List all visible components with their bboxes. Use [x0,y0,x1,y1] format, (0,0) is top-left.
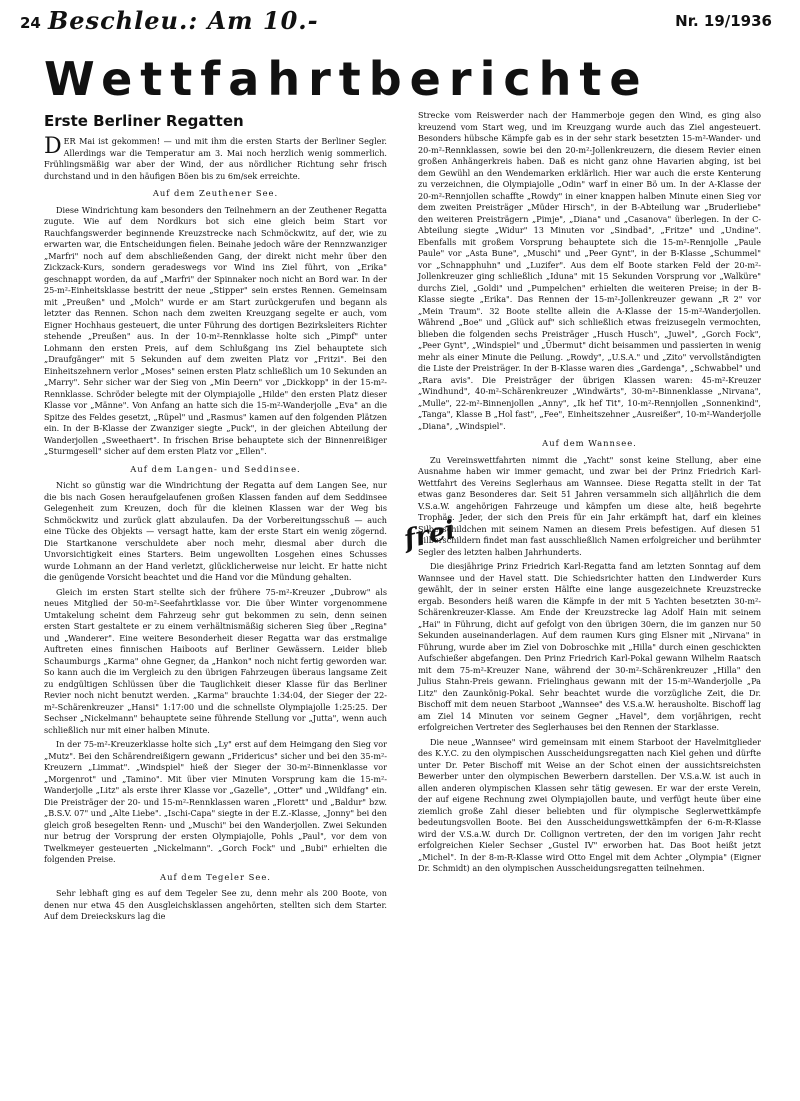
intro-paragraph [44,136,387,182]
article-subtitle: Erste Berliner Regatten [44,112,244,130]
left-column [44,112,387,926]
margin-note: frei [401,514,458,556]
issue-number: Nr. 19/1936 [675,12,772,30]
paragraph: Gleich im ersten Start stellte sich der frühere 75-m²-Kreuzer „Dubrow" als neues Mitglied der 50-m²-Seefahrtklasse vor. Die über Winter vorgenommene Umtakelung scheint dem Fahrzeug sehr gut bekommen zu sein, denn seinen ersten Start gestaltete er zu einem verhältnismäßig sicheren Sieg über „Regina" und „Wanderer". Eine weitere Besonderheit dieser Regatta war das erstmalige Auftreten eines finnischen Haiboots auf Berliner Gewässern. Leider blieb Schaumburgs „Karma" ohne Gegner, da „Hankon" noch nicht fertig geworden war. So kann auch die im Vergleich zu den übrigen Fahrzeugen überaus langsame Zeit zu endgültigen Schlüssen über die Tauglichkeit dieser Klasse für das Berliner Revier noch nicht benutzt werden. „Karma" brauchte 1:34:04, der Sieger der 22-m²-Schärenkreuzer „Hansi" 1:17:00 und die schnellste Olympiajolle 1:25:25. Der Sechser „Nickelmann" behauptete seine führende Stellung vor „Jutta", wenn auch schließlich nur mit einer halben Minute. [44,586,387,735]
drop-cap: D [44,134,62,159]
section-heading-zeuthen: Auf dem Zeuthener See. [152,188,279,198]
section-heading-wannsee: Auf dem Wannsee. [542,438,637,448]
paragraph: Die diesjährige Prinz Friedrich Karl-Regatta fand am letzten Sonntag auf dem Wannsee und der Havel statt. Die Schiedsrichter hatten den Lindwerder Kurs gewählt, der in seiner ersten Hälfte eine lange ausgezeichnete Kreuzstrecke ergab. Besonders heiß waren die Kämpfe in der mit 5 Yachten besetzten 30-m²-Schärenkreuzer-Klasse. Am Ende der Kreuzstrecke lag Adolf Hain mit seinem „Hai" in Führung, dicht auf gefolgt von den übrigen 30ern, die im ganzen nur 50 Sekunden auseinanderlagen. Auf dem raumen Kurs ging Elsner mit „Nirvana" in Führung, wurde aber im Ziel von Dobroschke mit „Hilla" durch einen geschickten Aufschießer abgefangen. Den Prinz Friedrich Karl-Pokal gewann Wilhelm Raatsch mit dem 75-m²-Kreuzer Nane, während der 30-m²-Schärenkreuzer „Hilla" den Julius Stahn-Preis gewann. Frielinghaus gewann mit der 15-m²-Wanderjolle „Pa Litz" den Zaunkönig-Pokal. Sehr beachtet wurde die vorzügliche Zeit, die Dr. Bischoff mit dem neuen Starboot „Wannsee" des V.S.a.W. herausholte. Bischoff lag am Ziel 14 Minuten vor seinem Gegner „Havel", dem vorjährigen, recht erfolgreichen Vertreter des Seglerhauses bei den Rennen der Starklasse. [418,561,761,732]
section-heading-langen: Auf dem Langen- und Seddinsee. [130,463,301,474]
paragraph: Diese Windrichtung kam besonders den Teilnehmern an der Zeuthener Regatta zugute. Wie auf dem Nordkurs bot sich eine gleich beim Start vor Rauchfangswerder beginnende Kreuzstrecke nach Schmöckwitz, auf der, wie zu erwarten war, die Entscheidungen fielen. Beinahe jedoch wäre der Rennzwanziger „Marfri" noch auf dem abschließenden Gang, der direkt nicht mehr über den Zickzack-Kurs, sondern geradeswegs vor Wind ins Ziel führt, von „Erika" geschnappt worden, da auf „Marfri" der Spinnaker noch nicht an Bord war. In der 25-m²-Einheitsklasse bestritt der neue „Stipper" sein erstes Rennen. Gemeinsam mit „Preußen" und „Molch" wurde er am Start zurückgerufen und begann als letzter das Rennen. Schon nach dem zweiten Kreuzgang segelte er auch, vom Eigner Hochhaus gesteuert, die unter Führung des dortigen Bezirksleiters Richter stehende „Preußen" aus. In der 10-m²-Rennklasse holte sich „Pimpf" unter Lohmann den ersten Preis, auf dem Schlußgang ins Ziel behauptete sich „Draufgänger" mit 5 Sekunden auf dem zweiten Platz vor „Fritzi". Bei den Einheitszehnern verlor „Moses" seinen ersten Platz schließlich um 10 Sekunden an „Marry". Sehr sicher war der Sieg von „Min Deern" vor „Dickkopp" in der 15-m²-Rennklasse. Schröder belegte mit der Olympiajolle „Hilde" den ersten Platz dieser Klasse vor „Männe". Von Anfang an hatte sich die 15-m²-Wanderjolle „Eva" an die Spitze des Feldes gesetzt, „Rüpel" und „Rasmus" kamen auf den folgenden Plätzen ein. In der B-Klasse der Zwanziger siegte „Puck", in der gleichen Abteilung der Wanderjollen „Sweethaert". In frischen Brise behauptete sich der Binnenreißiger „Sturmgesell" sicher auf dem ersten Platz vor „Ellen". [44,204,387,456]
page-title: Wettfahrtberichte [44,52,649,106]
page-number: 24 [20,14,41,32]
paragraph: Strecke vom Reiswerder nach der Hammerboje gegen den Wind, es ging also kreuzend vom Start weg, und im Kreuzgang wurde auch das Ziel angesteuert. Besonders hübsche Kämpfe gab es in der sehr stark besetzten 15-m²-Wander- und 20-m²-Rennklassen, sowie bei den 20-m²-Jollenkreuzern, die diesem Revier einen großen Anhängerkreis haben. Daß es nicht ganz ohne Havarien abging, ist bei dem Gewühl an den Wendemarken erklärlich. Hier war auch die erste Kenterung zu verzeichnen, die Olympiajolle „Odin" warf in einer Bö um. In der A-Klasse der 20-m²-Rennjollen schaffte „Rowdy" in einer knappen halben Minute einen Sieg vor dem zweiten Preisträger „Müder Hirsch", in der B-Abteilung war „Bruderliebe" den weiteren Preisträgern „Pimje", „Diana" und „Casanova" überlegen. In der C-Abteilung siegte „Widur" 13 Minuten vor „Sindbad", „Fritze" und „Undine". Ebenfalls mit großem Vorsprung behauptete sich die 15-m²-Rennjolle „Paule Paule" vor „Asta Bune", „Muschi" und „Peer Gynt", in der B-Klasse „Schummel" vor „Schnapphuhn" und „Luzifer". Aus dem elf Boote starken Feld der 20-m²-Jollenkreuzer ging schließlich „Iduna" mit 15 Sekunden Vorsprung vor „Walküre" durchs Ziel, „Goldi" und „Pumpelchen" erhielten die weiteren Preise; in der B-Klasse siegte „Erika". Das Rennen der 15-m²-Jollenkreuzer gewann „R 2" vor „Mein Traum". 32 Boote stellte allein die A-Klasse der 15-m²-Wanderjollen. Während „Boe" und „Glück auf" sich schließlich etwas freizusegeln vermochten, blieben die folgenden sechs Preisträger „Husch Husch", „Juwel", „Gorch Fock", „Peer Gynt", „Windspiel" und „Übermut" dicht beisammen und passierten in wenig mehr als einer Minute die Peilung. „Rowdy", „U.S.A." und „Zito" vervollständigten die Liste der Preisträger. In der B-Klasse waren dies „Gardenga", „Schwabbel" und „Rara avis". Die Preisträger der übrigen Klassen waren: 45-m²-Kreuzer „Windhund", 40-m²-Schärenkreuzer „Windwärts", 30-m²-Binnenklasse „Nirvana", „Mulle", 22-m²-Binnenjollen „Anny", „Ik hef Tit", 10-m²-Rennjollen „Sonnenkind", „Tanga", Klasse B „Hol fast", „Fee", Einheitszehner „Ausreißer", 10-m²-Wanderjolle „Diana", „Windspiel". [418,110,761,431]
paragraph: In der 75-m²-Kreuzerklasse holte sich „Ly" erst auf dem Heimgang den Sieg vor „Mutz". Bei den Schärendreißigern gewann „Fridericus" sicher und bei den 35-m²-Kreuzern „Limmat". „Windspiel" hieß der Sieger der 30-m²-Binnenklasse vor „Morgenrot" und „Tamino". Mit über vier Minuten Vorsprung kam die 15-m²-Wanderjolle „Litz" als erste ihrer Klasse vor „Gazelle", „Otter" und „Wildfang" ein. Die Preisträger der 20- und 15-m²-Rennklassen waren „Florett" und „Baldur" bzw. „B.S.V. 07" und „Alte Liebe". „Ischi-Capa" siegte in der E.Z.-Klasse, „Jonny" bei den gleich groß besegelten Renn- und „Muschi" bei den Wanderjollen. Zwei Sekunden nur betrug der Vorsprung der ersten Olympiajolle, Pohls „Paul", vor dem von Twelkmeyer gesteuerten „Nickelmann". „Gorch Fock" und „Bubi" erhielten die folgenden Preise. [44,739,387,864]
paragraph: Die neue „Wannsee" wird gemeinsam mit einem Starboot der Havelmitglieder des K.Y.C. zu den olympischen Ausscheidungsregatten nach Kiel gehen und dürfte unter Dr. Peter Bischoff mit Weise an der Schot einen der aussichtsreichsten Bewerber unter den olympischen Bewerbern darstellen. Der V.S.a.W. ist auch in allen anderen olympischen Klassen sehr tätig gewesen. Er war der erste Verein, der auf eigene Rechnung zwei Olympiajollen baute, und verfügt heute über eine ziemlich große Zahl dieser beliebten und für olympische Seglerwettkämpfe bedeutungsvollen Boote. Bei den Ausscheidungswettkämpfen der 6-m-R-Klasse wird der V.S.a.W. durch Dr. Collignon vertreten, der den im vorigen Jahr recht erfolgreichen Kieler Sechser „Gustel IV" erworben hat. Das Boot heißt jetzt „Michel". In der 8-m-R-Klasse wird Otto Engel mit dem Achter „Olympia" (Eigner Dr. Schmidt) an den olympischen Ausscheidungsregatten teilnehmen. [418,736,761,873]
paragraph: Sehr lebhaft ging es auf dem Tegeler See zu, denn mehr als 200 Boote, von denen nur etwa 45 den Ausgleichsklassen angehörten, stellten sich dem Starter. Auf dem Dreieckskurs lag die [44,888,387,921]
paragraph: Zu Vereinswettfahrten nimmt die „Yacht" sonst keine Stellung, aber eine Ausnahme haben wir immer gemacht, und zwar bei der Prinz Friedrich Karl-Wettfahrt des Vereins Seglerhaus am Wannsee. Diese Regatta stellt in der Tat etwas ganz Besonderes dar. Seit 51 Jahren versammeln sich alljährlich die dem V.S.a.W. angehörigen Fahrzeuge und kämpfen um diese alte, heiß begehrte Trophäe. Jeder, der sich den Preis für ein Jahr erkämpft hat, darf ein kleines Silberschildchen mit seinem Namen an diesem Preis befestigen. Auf diesen 51 Silberschildern findet man fast ausschließlich Namen erfolgreicher und berühmter Segler des letzten halben Jahrhunderts. [418,454,761,557]
intro-text: ER Mai ist gekommen! — und mit ihm die ersten Starts der Berliner Segler. Allerdings war die Temperatur am 3. Mai noch herzlich wenig sommerlich. Frühlingsmäßig war aber der Wind, der aus nördlicher Richtung sehr frisch durchstand und in den häufigen Böen bis zu 6m/sek erreichte. [44,136,387,181]
handwritten-note: Beschleu.: Am 10.- [48,6,319,35]
section-heading-tegel: Auf dem Tegeler See. [160,871,271,882]
right-column [418,110,761,878]
paragraph: Nicht so günstig war die Windrichtung der Regatta auf dem Langen See, nur die bis nach Gosen heraufgelaufenen großen Klassen fanden auf dem Seddinsee Gelegenheit zum Kreuzen, doch für die kleinen Klassen war der Weg bis Schmöckwitz und zurück glatt abzulaufen. Da der Vorbereitungsschuß — auch eine Tücke des Objekts — versagt hatte, kam der erste Start ein wenig zögernd. Die Startkanone verschuldete aber noch mehr, diesmal aber durch die Unvorsichtigkeit eines Starters. Beim ungewollten Losgehen eines Schusses wurde Lohmann an der Hand verletzt, glücklicherweise nur leicht. Er hatte nicht die genügende Vorsicht beachtet und die Hand vor die Mündung gehalten. [44,480,387,582]
